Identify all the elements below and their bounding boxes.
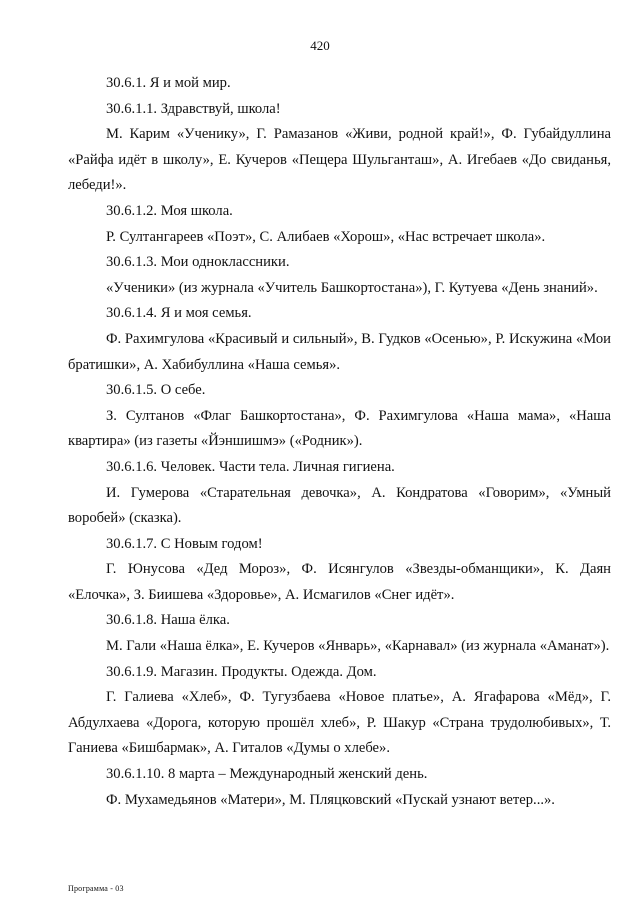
reading-list-1-9: Г. Галиева «Хлеб», Ф. Тугузбаева «Новое платье», А. Ягафарова «Мёд», Г. Абдулхаева «Дорога, которую прошёл хлеб», Р. Шакур «Страна трудолюбивых», Т. Ганиева «Бишбармак», А. Гиталов «Думы о хлебе».	[68, 689, 611, 757]
footer-label: Программа - 03	[68, 884, 124, 893]
section-heading-1-7: 30.6.1.7. С Новым годом!	[106, 535, 263, 552]
document-body	[68, 71, 611, 813]
section-heading-1-6: 30.6.1.6. Человек. Части тела. Личная гигиена.	[106, 458, 395, 475]
reading-list-1-10: Ф. Мухамедьянов «Матери», М. Пляцковский «Пускай узнают ветер...».	[106, 791, 555, 808]
reading-list-1-5: З. Султанов «Флаг Башкортостана», Ф. Рахимгулова «Наша мама», «Наша квартира» (из газеты «Йэншишмэ» («Родник»).	[68, 407, 611, 450]
section-heading-1-2: 30.6.1.2. Моя школа.	[106, 202, 233, 219]
page-number: 420	[310, 38, 330, 53]
reading-list-1-6: И. Гумерова «Старательная девочка», А. Кондратова «Говорим», «Умный воробей» (сказка).	[68, 484, 611, 527]
section-heading-1-5: 30.6.1.5. О себе.	[106, 382, 206, 399]
section-heading-1-10: 30.6.1.10. 8 марта – Международный женский день.	[106, 766, 428, 783]
reading-list-1-1: М. Карим «Ученику», Г. Рамазанов «Живи, родной край!», Ф. Губайдуллина «Райфа идёт в школу», Е. Кучеров «Пещера Шульганташ», А. Игебаев «До свиданья, лебеди!».	[68, 126, 611, 194]
reading-list-1-4: Ф. Рахимгулова «Красивый и сильный», В. Гудков «Осенью», Р. Искужина «Мои братишки», А. Хабибуллина «Наша семья».	[68, 330, 611, 373]
reading-list-1-2: Р. Султангареев «Поэт», С. Алибаев «Хорош», «Нас встречает школа».	[106, 228, 546, 245]
section-heading-1-9: 30.6.1.9. Магазин. Продукты. Одежда. Дом.	[106, 663, 377, 680]
section-heading-1-1: 30.6.1.1. Здравствуй, школа!	[106, 100, 281, 117]
reading-list-1-8: М. Гали «Наша ёлка», Е. Кучеров «Январь», «Карнавал» (из журнала «Аманат»).	[106, 638, 610, 655]
section-heading-1-8: 30.6.1.8. Наша ёлка.	[106, 612, 230, 629]
section-heading-1-3: 30.6.1.3. Мои одноклассники.	[106, 254, 290, 271]
section-heading-1: 30.6.1. Я и мой мир.	[106, 75, 231, 91]
reading-list-1-3: «Ученики» (из журнала «Учитель Башкортостана»), Г. Кутуева «День знаний».	[106, 279, 598, 296]
section-heading-1-4: 30.6.1.4. Я и моя семья.	[106, 305, 252, 322]
reading-list-1-7: Г. Юнусова «Дед Мороз», Ф. Исянгулов «Звезды-обманщики», К. Даян «Елочка», З. Биишева «Здоровье», А. Исмагилов «Снег идёт».	[68, 561, 611, 603]
